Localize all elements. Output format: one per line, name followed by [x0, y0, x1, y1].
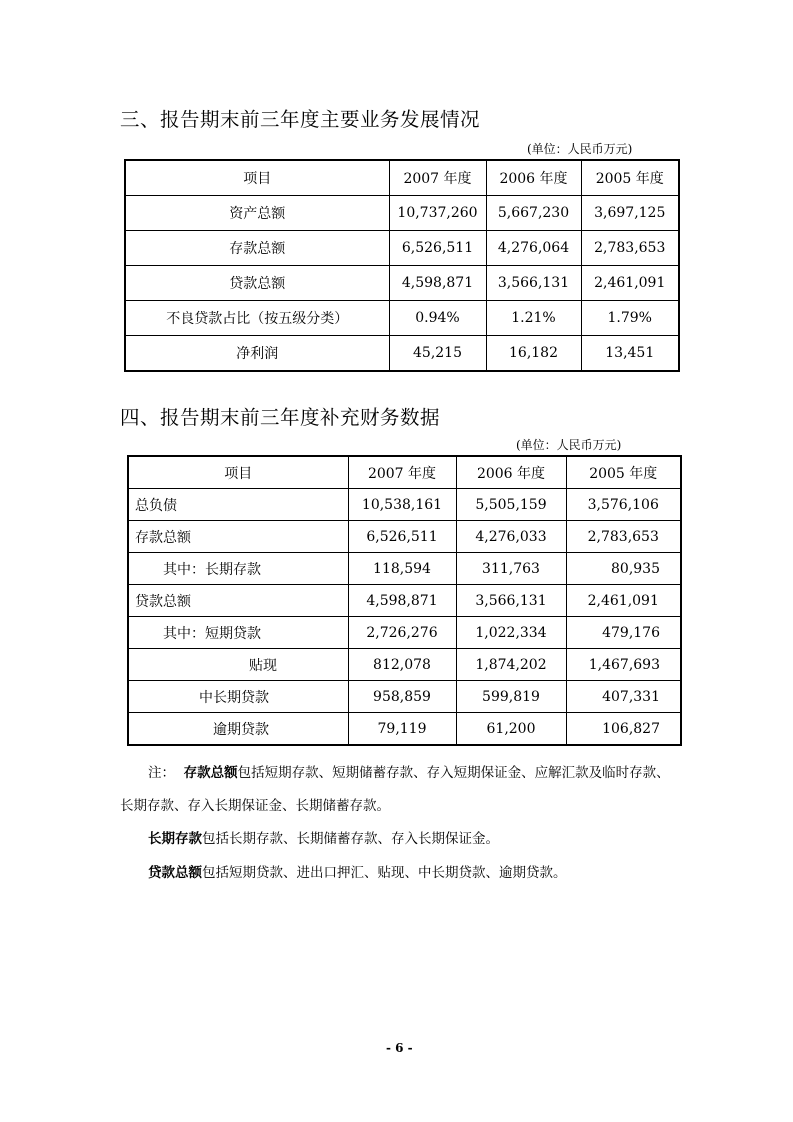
- supplementary-financial-table: [127, 455, 682, 746]
- note-text: 包括短期贷款、进出口押汇、贴现、中长期贷款、逾期贷款。: [202, 865, 567, 881]
- cell-value: 6,526,511: [389, 231, 486, 266]
- table-row: [125, 301, 679, 336]
- cell-value: 45,215: [389, 336, 486, 372]
- table-row: [125, 266, 679, 301]
- cell-value: 2,783,653: [581, 231, 679, 266]
- note-prefix: 注：: [148, 765, 175, 781]
- row-label: 存款总额: [125, 231, 389, 266]
- table-row: [128, 649, 681, 681]
- note-3: [148, 861, 567, 881]
- cell-value: 2,461,091: [581, 266, 679, 301]
- cell-value: 4,276,033: [456, 521, 566, 553]
- section4-unit: (单位：人民币万元): [516, 438, 622, 452]
- cell-value: 4,276,064: [486, 231, 581, 266]
- row-label: 存款总额: [128, 521, 348, 553]
- cell-value: 3,576,106: [566, 489, 681, 521]
- header-2006: 2006 年度: [486, 160, 581, 196]
- cell-value: 80,935: [566, 553, 681, 585]
- cell-value: 311,763: [456, 553, 566, 585]
- table-header-row: [125, 160, 679, 196]
- cell-value: 407,331: [566, 681, 681, 713]
- header-2005: 2005 年度: [566, 456, 681, 489]
- cell-value: 106,827: [566, 713, 681, 746]
- table-row: [125, 196, 679, 231]
- cell-value: 3,566,131: [486, 266, 581, 301]
- section3-title: 三、报告期末前三年度主要业务发展情况: [120, 108, 481, 131]
- table-row: [125, 231, 679, 266]
- table-row: [128, 553, 681, 585]
- row-label: 资产总额: [125, 196, 389, 231]
- header-item: 项目: [125, 160, 389, 196]
- row-label: 中长期贷款: [128, 681, 348, 713]
- page-number: - 6 -: [386, 1041, 413, 1055]
- table-row: [128, 681, 681, 713]
- table-row: [128, 713, 681, 746]
- cell-value: 599,819: [456, 681, 566, 713]
- header-2006: 2006 年度: [456, 456, 566, 489]
- note-1-line-2: [120, 794, 390, 814]
- table-header-row: [128, 456, 681, 489]
- cell-value: 1,874,202: [456, 649, 566, 681]
- row-label: 贴现: [128, 649, 348, 681]
- header-2005: 2005 年度: [581, 160, 679, 196]
- section3-unit: (单位：人民币万元): [527, 142, 633, 156]
- cell-value: 2,461,091: [566, 585, 681, 617]
- cell-value: 61,200: [456, 713, 566, 746]
- cell-value: 5,667,230: [486, 196, 581, 231]
- row-label: 逾期贷款: [128, 713, 348, 746]
- row-label: 净利润: [125, 336, 389, 372]
- note-term-loans: 贷款总额: [148, 865, 202, 881]
- header-2007: 2007 年度: [389, 160, 486, 196]
- cell-value: 2,726,276: [348, 617, 456, 649]
- note-text: 包括短期存款、短期储蓄存款、存入短期保证金、应解汇款及临时存款、: [237, 765, 670, 781]
- cell-value: 5,505,159: [456, 489, 566, 521]
- cell-value: 812,078: [348, 649, 456, 681]
- cell-value: 1.21%: [486, 301, 581, 336]
- note-text: 长期存款、存入长期保证金、长期储蓄存款。: [120, 798, 390, 814]
- note-term-deposits: 存款总额: [183, 765, 238, 781]
- row-label: 总负债: [128, 489, 348, 521]
- note-1-line-1: [148, 761, 670, 781]
- business-development-table: [124, 159, 680, 372]
- cell-value: 4,598,871: [389, 266, 486, 301]
- cell-value: 3,697,125: [581, 196, 679, 231]
- table-row: [128, 489, 681, 521]
- row-label: 不良贷款占比（按五级分类）: [125, 301, 389, 336]
- cell-value: 10,737,260: [389, 196, 486, 231]
- cell-value: 0.94%: [389, 301, 486, 336]
- cell-value: 1.79%: [581, 301, 679, 336]
- cell-value: 958,859: [348, 681, 456, 713]
- cell-value: 16,182: [486, 336, 581, 372]
- cell-value: 118,594: [348, 553, 456, 585]
- header-item: 项目: [128, 456, 348, 489]
- row-label: 其中：短期贷款: [128, 617, 348, 649]
- note-text: 包括长期存款、长期储蓄存款、存入长期保证金。: [202, 831, 499, 847]
- cell-value: 10,538,161: [348, 489, 456, 521]
- row-label: 贷款总额: [125, 266, 389, 301]
- cell-value: 79,119: [348, 713, 456, 746]
- table-row: [128, 585, 681, 617]
- cell-value: 3,566,131: [456, 585, 566, 617]
- cell-value: 479,176: [566, 617, 681, 649]
- cell-value: 6,526,511: [348, 521, 456, 553]
- note-2: [148, 827, 499, 847]
- table-row: [128, 521, 681, 553]
- cell-value: 4,598,871: [348, 585, 456, 617]
- section4-title: 四、报告期末前三年度补充财务数据: [120, 406, 441, 429]
- header-2007: 2007 年度: [348, 456, 456, 489]
- cell-value: 1,022,334: [456, 617, 566, 649]
- cell-value: 2,783,653: [566, 521, 681, 553]
- cell-value: 13,451: [581, 336, 679, 372]
- cell-value: 1,467,693: [566, 649, 681, 681]
- row-label: 贷款总额: [128, 585, 348, 617]
- table-row: [125, 336, 679, 372]
- table-row: [128, 617, 681, 649]
- row-label: 其中：长期存款: [128, 553, 348, 585]
- note-term-long-term-deposits: 长期存款: [148, 831, 202, 847]
